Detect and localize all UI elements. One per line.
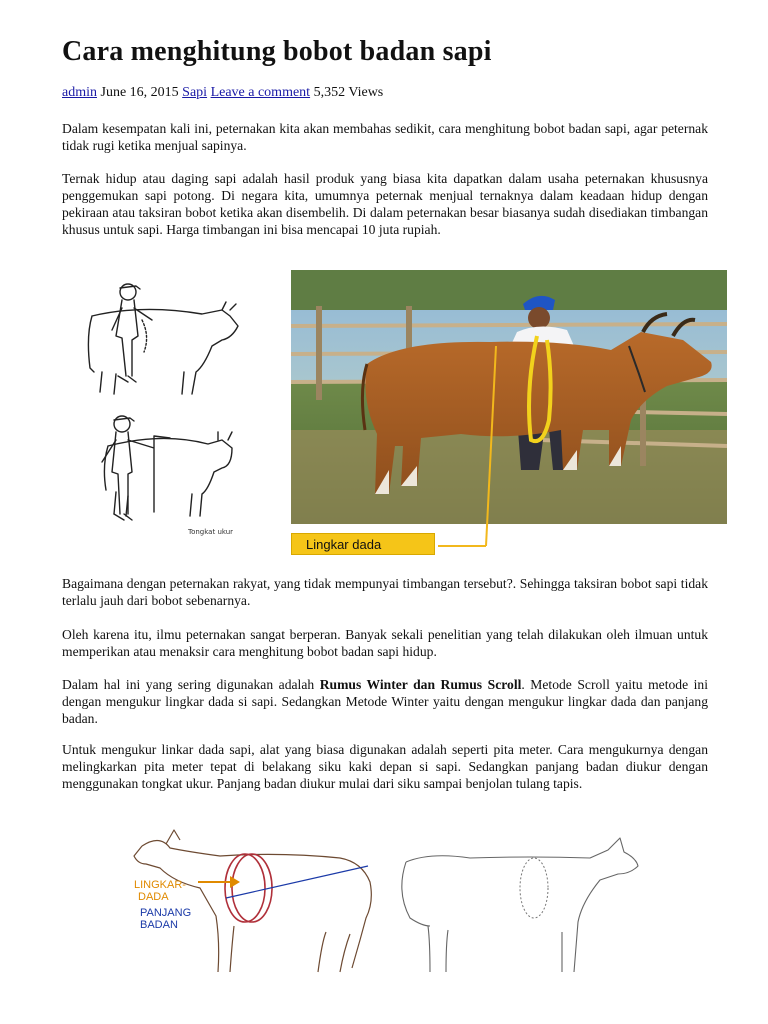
lingkar-dada-label: Lingkar dada — [291, 533, 435, 555]
cow-outline-diagram — [130, 822, 650, 982]
paragraph-intro: Dalam kesempatan kali ini, peternakan kita akan membahas sedikit, cara menghitung bobot badan sapi, agar peternak tidak rugi ketika menjual sapinya. — [62, 121, 708, 153]
photo-label-callout — [290, 272, 530, 562]
diagram-label-badan: BADAN — [140, 919, 178, 931]
category-link[interactable]: Sapi — [182, 85, 208, 100]
author-link[interactable]: admin — [62, 85, 97, 100]
page-title: Cara menghitung bobot badan sapi — [62, 36, 492, 67]
rumus-text-after: . Metode Scroll yaitu metode ini dengan mengukur lingkar dada si sapi. Sedangkan Metode Winter yaitu dengan mengukur lingkar dada dan panjang badan. — [62, 677, 708, 726]
paragraph-rumus — [62, 676, 708, 727]
paragraph-ilmu-peternakan: Oleh karena itu, ilmu peternakan sangat berperan. Banyak sekali penelitian yang telah dilakukan oleh ilmuan untuk memperikan atau menaksir cara menghitung bobot badan sapi hidup. — [62, 627, 708, 659]
paragraph-background: Ternak hidup atau daging sapi adalah hasil produk yang biasa kita dapatkan dalam usaha peternakan khususnya penggemukan sapi potong. Di negara kita, umumnya peternak menjual ternaknya dalam keadaan hidup dengan pekiraan atau taksiran bobot ketika akan disembelih. Di dalam peternakan besar biasanya sudah disediakan timbangan khusus untuk sapi. Harga timbangan ini bisa mencapai 10 juta rupiah. — [62, 171, 708, 237]
post-meta — [62, 85, 383, 101]
paragraph-cara-mengukur: Untuk mengukur linkar dada sapi, alat yang biasa digunakan adalah seperti pita meter. Cara mengukurnya dengan melingkarkan pita meter tepat di belakang siku kaki depan si sapi. Sedangkan panjang badan diukur dengan menggunakan tongkat ukur. Panjang badan diukur mulai dari siku sampai benjolan tulang tapis. — [62, 742, 708, 791]
rumus-text-before: Dalam hal ini yang sering digunakan adalah — [62, 677, 320, 692]
sketch-caption: Tongkat ukur — [188, 528, 234, 536]
measuring-sketch-illustration — [72, 276, 248, 552]
diagram-label-lingkar: LINGKAR- — [134, 879, 186, 891]
view-count: 5,352 Views — [313, 85, 384, 100]
rumus-bold-text: Rumus Winter dan Rumus Scroll — [319, 677, 522, 692]
post-date: June 16, 2015 — [100, 85, 179, 100]
comment-link[interactable]: Leave a comment — [210, 85, 311, 100]
diagram-label-dada: DADA — [138, 891, 169, 903]
paragraph-peternakan-rakyat: Bagaimana dengan peternakan rakyat, yang tidak mempunyai timbangan tersebut?. Sehingga taksiran bobot sapi tidak terlalu jauh dari bobot sebenarnya. — [62, 576, 708, 608]
diagram-label-panjang: PANJANG — [140, 907, 192, 919]
